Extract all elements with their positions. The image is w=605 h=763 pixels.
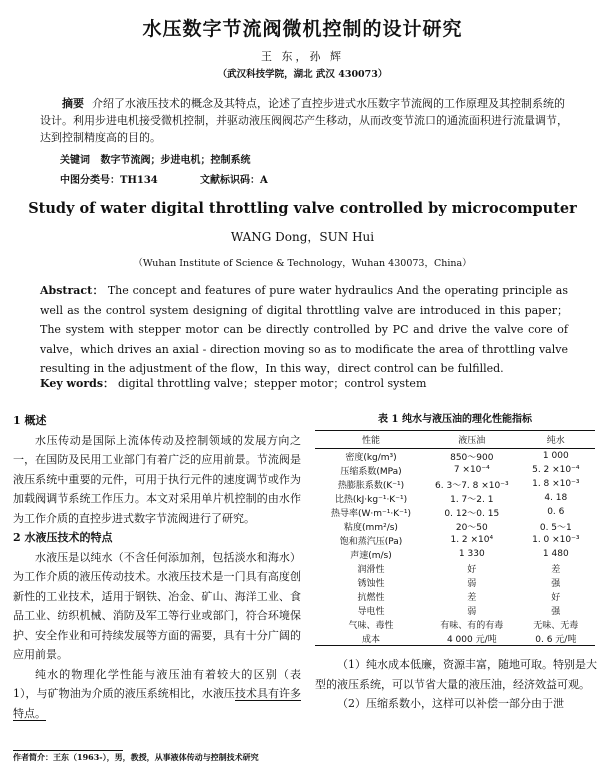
table-header-property: 性能 (361, 436, 380, 446)
table-cell-water: 强 (551, 578, 561, 589)
section-2-paragraph-2-main: 纯水的物理化学性能与液压油有着较大的区别（表 1），与矿物油为介质的液压系统相比，水液压 (13, 667, 301, 700)
abstract-cn-label: 摘要 (62, 97, 84, 110)
keywords-cn (60, 151, 250, 166)
table-row (315, 491, 595, 505)
table-row (315, 589, 595, 603)
table-cell-oil: 弱 (467, 578, 477, 589)
table-cell-water: 好 (551, 592, 561, 603)
paper-title-en: Study of water digital throttling valve controlled by microcomputer (28, 200, 577, 217)
abstract-en (40, 281, 568, 379)
footnote-rule (13, 750, 123, 751)
table-row (315, 631, 595, 646)
table-cell-property: 饱和蒸汽压(Pa) (339, 536, 403, 547)
table-cell-oil: 弱 (467, 606, 477, 617)
table-cell-property: 导电性 (357, 606, 385, 617)
table-header-row (315, 431, 595, 449)
table-row (315, 547, 595, 561)
classification-number: 中图分类号：TH134 (60, 175, 158, 186)
right-column (315, 655, 597, 714)
table-header-water: 纯水 (546, 436, 565, 446)
keywords-cn-label: 关键词 (60, 155, 90, 166)
keywords-en (40, 375, 426, 391)
table-row (315, 463, 595, 477)
affiliation-cn: （武汉科技学院，湖北 武汉 430073） (217, 69, 388, 80)
abstract-en-text: The concept and features of pure water hydraulics And the operating principle as well as the control system designing of digital throttling valve are introduced in this paper； The system with stepper motor can be directly controlled by PC and drive the valve core of valve，which drives an axial - direction moving so as to modificate the area of throttling valve resulting in the adjustment of the flow，In this way，direct control can be fulfilled. (40, 284, 568, 375)
table-cell-water: 4. 18 (544, 493, 568, 503)
table-cell-oil: 有味、有的有毒 (440, 620, 504, 631)
table-cell-property: 热膨胀系数(K⁻¹) (337, 480, 405, 491)
table-cell-oil: 1 330 (458, 549, 485, 559)
table-cell-water: 1. 8 ×10⁻³ (532, 479, 580, 489)
table-cell-water: 0. 6 (547, 507, 565, 517)
section-1-heading: 1 概述 (13, 414, 47, 427)
table-cell-oil: 20～50 (455, 522, 488, 533)
table-row (315, 575, 595, 589)
authors-en: WANG Dong，SUN Hui (230, 230, 375, 244)
table-cell-property: 压缩系数(MPa) (340, 466, 402, 477)
table-row (315, 561, 595, 575)
abstract-cn-text: 介绍了水液压技术的概念及其特点，论述了直控步进式水压数字节流阀的工作原理及其控制系统的设计。利用步进电机接受微机控制，并驱动液压阀阀芯产生移动，从而改变节流口的通流面积进行流量调节，达到控制精度高的目的。 (40, 97, 568, 144)
table-cell-water: 1 480 (542, 549, 569, 559)
table-cell-property: 粘度(mm²/s) (344, 522, 398, 533)
table-cell-water: 1 000 (542, 451, 569, 461)
section-2-paragraph-2-underlined: 技术具有许多特点。 (13, 687, 302, 720)
section-2-paragraph-1: 水液压是以纯水（不含任何添加剂，包括淡水和海水）为工作介质的液压传动技术。水液压技术是一门具有高度创新性的工业技术，适用于钢铁、冶金、矿山、海洋工业、食品工业、纺织机械、消防及军工等行业或部门，符合环境保护、安全作业和可持续发展等方面的需要，具有十分广阔的应用前景。 (13, 550, 301, 661)
table-row (315, 449, 595, 464)
table-cell-property: 声速(m/s) (350, 550, 392, 561)
table-cell-oil: 好 (467, 564, 477, 575)
left-column (13, 411, 301, 723)
table-cell-water: 5. 2 ×10⁻⁴ (532, 465, 580, 475)
abstract-en-label: Abstract： (40, 284, 104, 297)
keywords-cn-value: 数字节流阀；步进电机；控制系统 (100, 155, 251, 166)
table-cell-water: 差 (551, 564, 561, 575)
table-cell-property: 润滑性 (357, 564, 385, 575)
table-1-grid (315, 430, 595, 646)
table-cell-oil: 差 (467, 592, 477, 603)
table-cell-water: 0. 5～1 (539, 522, 572, 533)
table-cell-oil: 0. 12～0. 15 (444, 508, 500, 519)
footnote: 作者简介：王东（1963-），男，教授，从事液体传动与控制技术研究 (13, 752, 259, 762)
table-cell-oil: 1. 2 ×10⁴ (450, 535, 494, 545)
table-cell-oil: 4 000 元/吨 (446, 634, 497, 645)
table-cell-property: 比热(kJ·kg⁻¹·K⁻¹) (334, 494, 408, 505)
table-row (315, 603, 595, 617)
point-1: （1）纯水成本低廉，资源丰富，随地可取。特别是大型的液压系统，可以节省大量的液压油，经济效益可观。 (315, 658, 597, 691)
authors-cn: 王 东，孙 辉 (261, 50, 344, 63)
table-cell-oil: 850～900 (450, 452, 494, 463)
table-cell-property: 抗燃性 (357, 592, 385, 603)
section-2-heading: 2 水液压技术的特点 (13, 531, 113, 544)
abstract-cn (40, 95, 568, 146)
table-cell-water: 1. 0 ×10⁻³ (532, 535, 580, 545)
table-cell-property: 锈蚀性 (357, 578, 385, 589)
keywords-en-label: Key words： (40, 377, 115, 390)
table-cell-oil: 7 ×10⁻⁴ (453, 465, 490, 475)
table-cell-oil: 1. 7～2. 1 (450, 494, 494, 505)
table-1-title: 表 1 纯水与液压油的理化性能指标 (378, 414, 532, 425)
table-cell-property: 气味、毒性 (348, 620, 394, 631)
table-cell-water: 强 (551, 606, 561, 617)
section-1-paragraph: 水压传动是国际上流体传动及控制领域的发展方向之一，在国防及民用工业部门有着广泛的应用前景。节流阀是液压系统中重要的元件，可用于执行元件的速度调节或作为加载阀调节系统工作压力。本文对采用单片机控制的由水作为工作介质的直控步进式数字节流阀进行了研究。 (13, 433, 301, 525)
document-code: 文献标识码：A (200, 175, 268, 186)
table-1 (315, 410, 595, 646)
table-cell-water: 0. 6 元/吨 (535, 634, 577, 645)
keywords-en-value: digital throttling valve；stepper motor；control system (118, 377, 427, 390)
section-2-paragraph-2 (13, 665, 301, 724)
table-cell-oil: 6. 3～7. 8 ×10⁻³ (435, 480, 509, 491)
paper-title-cn: 水压数字节流阀微机控制的设计研究 (142, 18, 463, 40)
table-header-oil: 液压油 (458, 436, 486, 446)
table-1-body (315, 449, 595, 646)
table-row (315, 505, 595, 519)
table-cell-property: 成本 (361, 634, 380, 645)
table-row (315, 477, 595, 491)
table-cell-water: 无味、无毒 (533, 620, 579, 631)
table-row (315, 617, 595, 631)
affiliation-en: （Wuhan Institute of Science & Technology，Wuhan 430073，China） (133, 258, 472, 269)
table-row (315, 533, 595, 547)
table-cell-property: 密度(kg/m³) (345, 452, 397, 463)
table-cell-property: 热导率(W·m⁻¹·K⁻¹) (330, 508, 412, 519)
table-row (315, 519, 595, 533)
point-2: （2）压缩系数小，这样可以补偿一部分由于泄 (337, 697, 564, 710)
